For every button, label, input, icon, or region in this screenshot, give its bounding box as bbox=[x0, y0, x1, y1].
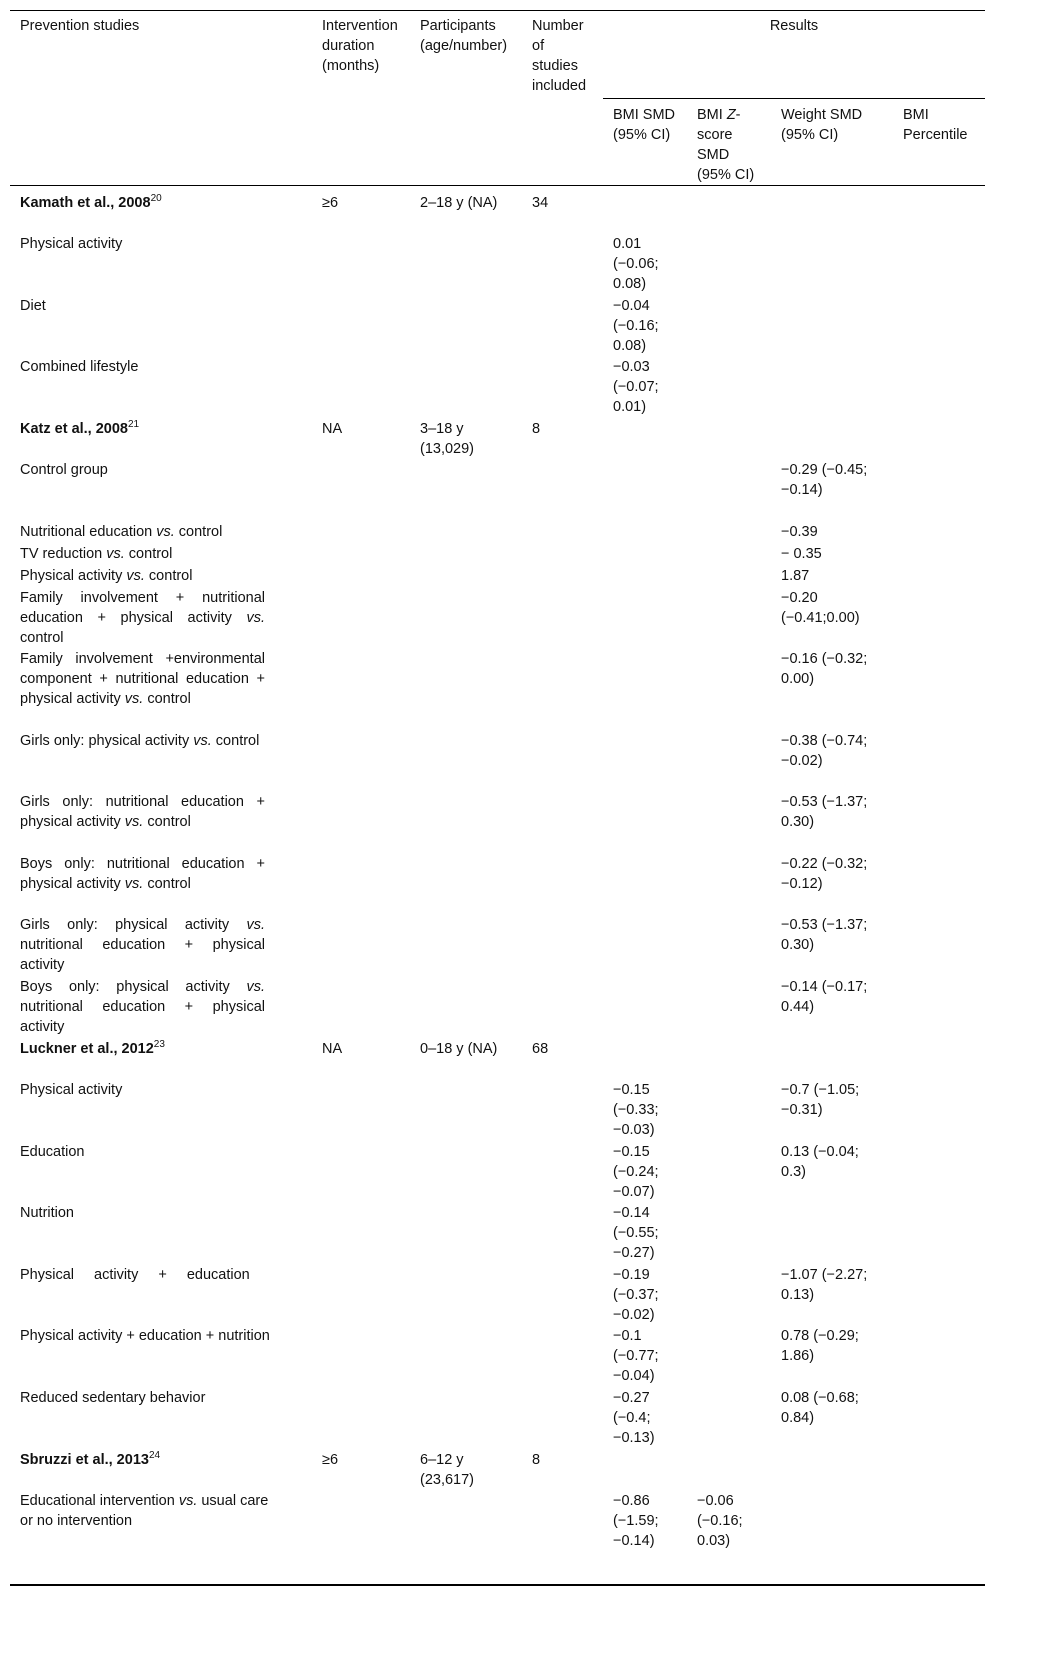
weight-smd-value: −0.53 (−1.37; 0.30) bbox=[781, 794, 868, 830]
study-name: Sbruzzi et al., 2013$^{24}$ bbox=[20, 1450, 161, 1468]
bmi-smd-value: −0.27 (−0.4; −0.13) bbox=[613, 1390, 655, 1446]
weight-smd-value: 0.78 (−0.29; 1.86) bbox=[781, 1328, 859, 1364]
row-label: Physical activity + education + nutrition bbox=[20, 1328, 270, 1344]
bmi-smd-value: −0.14 (−0.55; −0.27) bbox=[613, 1205, 659, 1261]
row-label: Boys only: nutritional education + physical activity vs. control bbox=[20, 856, 265, 892]
header-weight-smd: Weight SMD (95% CI) bbox=[781, 107, 863, 143]
study-participants: 2–18 y (NA) bbox=[420, 195, 498, 211]
row-label: Girls only: physical activity vs. nutritional education + physical activity bbox=[20, 917, 265, 973]
weight-smd-value: −0.14 (−0.17; 0.44) bbox=[781, 979, 868, 1015]
row-label: Physical activity bbox=[20, 236, 123, 252]
header-participants: Participants (age/number) bbox=[420, 18, 508, 54]
bmi-smd-value: −0.19 (−0.37; −0.02) bbox=[613, 1267, 659, 1323]
weight-smd-value: −0.38 (−0.74; −0.02) bbox=[781, 733, 868, 769]
bmi-z-score-smd-value: −0.06 (−0.16; 0.03) bbox=[697, 1493, 743, 1549]
row-label: Physical activity vs. control bbox=[20, 568, 193, 584]
study-duration: ≥6 bbox=[322, 195, 339, 211]
table-bottom-rule bbox=[10, 1584, 985, 1586]
row-label: Control group bbox=[20, 462, 108, 478]
study-participants: 3–18 y (13,029) bbox=[420, 421, 475, 457]
weight-smd-value: −0.7 (−1.05; −0.31) bbox=[781, 1082, 860, 1118]
table-header-rule bbox=[10, 185, 985, 186]
row-label: Diet bbox=[20, 298, 46, 314]
study-count: 8 bbox=[532, 421, 541, 437]
study-count: 8 bbox=[532, 1452, 541, 1468]
weight-smd-value: 0.13 (−0.04; 0.3) bbox=[781, 1144, 859, 1180]
study-name: Kamath et al., 2008$^{20}$ bbox=[20, 193, 162, 211]
row-label: Girls only: physical activity vs. control bbox=[20, 733, 260, 749]
study-name: Luckner et al., 2012$^{23}$ bbox=[20, 1039, 165, 1057]
study-count: 68 bbox=[532, 1041, 549, 1057]
study-participants: 0–18 y (NA) bbox=[420, 1041, 498, 1057]
weight-smd-value: −0.22 (−0.32; −0.12) bbox=[781, 856, 868, 892]
bmi-smd-value: 0.01 (−0.06; 0.08) bbox=[613, 236, 659, 292]
header-bmi-smd: BMI SMD (95% CI) bbox=[613, 107, 676, 143]
header-bmi-z-score-smd: BMI Z-score SMD (95% CI) bbox=[697, 107, 755, 183]
header-number-of-studies: Number of studies included bbox=[532, 18, 587, 94]
table-top-rule bbox=[10, 10, 985, 11]
weight-smd-value: −0.39 bbox=[781, 524, 818, 540]
study-name: Katz et al., 2008$^{21}$ bbox=[20, 419, 140, 437]
row-label: Boys only: physical activity vs. nutritional education + physical activity bbox=[20, 979, 265, 1035]
bmi-smd-value: −0.15 (−0.33; −0.03) bbox=[613, 1082, 659, 1138]
bmi-smd-value: −0.86 (−1.59; −0.14) bbox=[613, 1493, 659, 1549]
bmi-smd-value: −0.1 (−0.77; −0.04) bbox=[613, 1328, 659, 1384]
bmi-smd-value: −0.03 (−0.07; 0.01) bbox=[613, 359, 659, 415]
weight-smd-value: −0.20 (−0.41;0.00) bbox=[781, 590, 860, 626]
row-label: Reduced sedentary behavior bbox=[20, 1390, 206, 1406]
row-label: Educational intervention vs. usual care or no intervention bbox=[20, 1493, 269, 1529]
row-label: Nutrition bbox=[20, 1205, 74, 1221]
bmi-smd-value: −0.15 (−0.24; −0.07) bbox=[613, 1144, 659, 1200]
header-prevention-studies: Prevention studies bbox=[20, 18, 140, 34]
row-label: Nutritional education vs. control bbox=[20, 524, 223, 540]
weight-smd-value: −0.16 (−0.32; 0.00) bbox=[781, 651, 868, 687]
header-intervention-duration: Intervention duration (months) bbox=[322, 18, 398, 74]
study-duration: NA bbox=[322, 1041, 343, 1057]
weight-smd-value: 1.87 bbox=[781, 568, 810, 584]
row-label: Physical activity + education bbox=[20, 1267, 250, 1283]
bmi-smd-value: −0.04 (−0.16; 0.08) bbox=[613, 298, 659, 354]
results-subheader-rule bbox=[603, 98, 985, 99]
row-label: Education bbox=[20, 1144, 85, 1160]
study-duration: ≥6 bbox=[322, 1452, 339, 1468]
weight-smd-value: 0.08 (−0.68; 0.84) bbox=[781, 1390, 859, 1426]
row-label: Physical activity bbox=[20, 1082, 123, 1098]
row-label: Family involvement + nutritional education + physical activity vs. control bbox=[20, 590, 265, 646]
weight-smd-value: −1.07 (−2.27; 0.13) bbox=[781, 1267, 868, 1303]
row-label: TV reduction vs. control bbox=[20, 546, 173, 562]
row-label: Girls only: nutritional education + physical activity vs. control bbox=[20, 794, 265, 830]
row-label: Combined lifestyle bbox=[20, 359, 139, 375]
weight-smd-value: −0.29 (−0.45; −0.14) bbox=[781, 462, 868, 498]
study-count: 34 bbox=[532, 195, 549, 211]
study-duration: NA bbox=[322, 421, 343, 437]
weight-smd-value: −0.53 (−1.37; 0.30) bbox=[781, 917, 868, 953]
study-participants: 6–12 y (23,617) bbox=[420, 1452, 475, 1488]
header-bmi-percentile: BMI Percentile bbox=[903, 107, 968, 143]
row-label: Family involvement +environmental component + nutritional education + physical activity vs. control bbox=[20, 651, 265, 707]
weight-smd-value: − 0.35 bbox=[781, 546, 822, 562]
header-results: Results bbox=[769, 18, 819, 34]
